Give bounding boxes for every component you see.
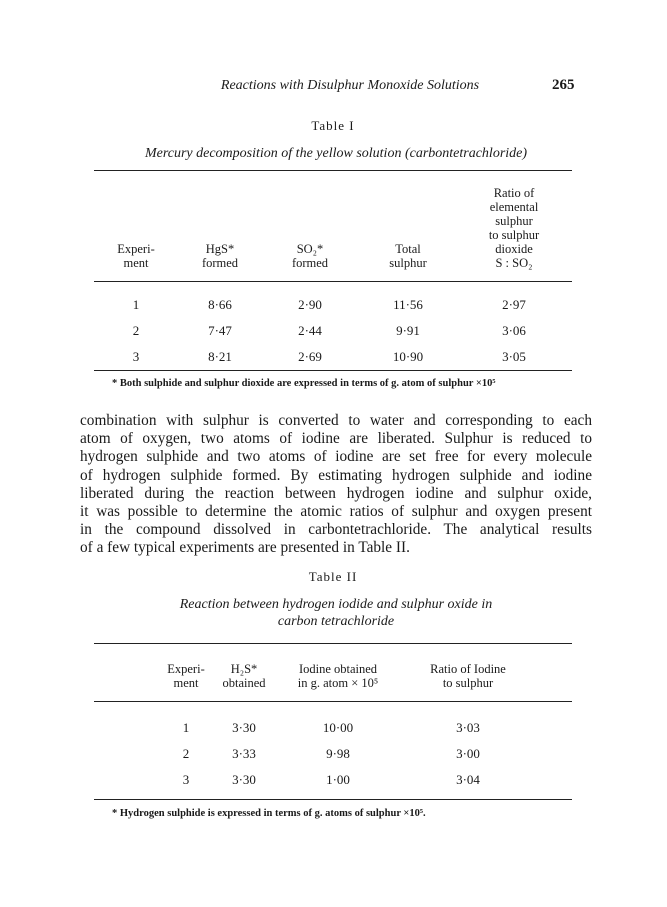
table1-col-header-line: S : SO₂	[495, 256, 533, 270]
table1-bottom-rule	[94, 370, 572, 371]
table2-caption-line2: carbon tetrachloride	[277, 614, 395, 629]
table1-col-header-line: to sulphur	[488, 228, 540, 242]
table1-col-header-line: HgS*	[205, 242, 235, 256]
page-number: 265	[552, 77, 575, 93]
table1-cell: 2·90	[298, 297, 322, 312]
table1-col-header-line: elemental	[489, 200, 539, 214]
table2-cell: 10·00	[322, 720, 354, 735]
table2-col-header-line: in g. atom × 10⁵	[297, 676, 379, 690]
table2-top-rule	[94, 643, 572, 644]
table2-cell: 3·33	[232, 746, 256, 761]
table2-col-header-line: Ratio of Iodine	[430, 662, 506, 676]
table2-cell: 1·00	[326, 772, 350, 787]
table2-col-header-line: Iodine obtained	[298, 662, 378, 676]
table1-col-header-line: Total	[395, 242, 421, 256]
running-title: Reactions with Disulphur Monoxide Solutions	[220, 78, 480, 93]
table1-cell: 2·97	[502, 297, 526, 312]
table1-col-header-5	[464, 186, 564, 270]
body-paragraph	[80, 412, 592, 558]
table1-col-header-3	[260, 242, 360, 270]
table2-cell: 3·00	[456, 746, 480, 761]
table2-label: Table II	[308, 569, 358, 584]
table1-col-header-line: sulphur	[495, 214, 533, 228]
table1-cell: 3	[132, 349, 140, 364]
table2-col-header-line: to sulphur	[442, 676, 494, 690]
body-line: in the compound dissolved in carbontetrachloride. The analytical results	[80, 521, 592, 539]
table1-footnote: * Both sulphide and sulphur dioxide are expressed in terms of g. atom of sulphur ×10⁵	[112, 378, 496, 389]
table1-cell: 8·21	[208, 349, 232, 364]
table1-cell: 3·06	[502, 323, 526, 338]
table1-caption: Mercury decomposition of the yellow solution (carbontetrachloride)	[144, 146, 528, 161]
table2-cell: 3·30	[232, 772, 256, 787]
table1-col-header-line: Experi-	[117, 242, 155, 256]
body-line: liberated during the reaction between hydrogen iodine and sulphur oxide,	[80, 484, 592, 502]
table1-col-header-line: formed	[201, 256, 239, 270]
table2-cell: 1	[182, 720, 190, 735]
table2-cell: 3·03	[456, 720, 480, 735]
table1-label: Table I	[311, 118, 355, 133]
body-line: combination with sulphur is converted to water and corresponding to each	[80, 412, 592, 429]
table2-cell: 3	[182, 772, 190, 787]
table2-col-header-line: H₂S*	[230, 662, 258, 676]
table2-header-rule	[94, 701, 572, 702]
table1-col-header-2	[170, 242, 270, 270]
table1-cell: 8·66	[208, 297, 232, 312]
table1-cell: 7·47	[208, 323, 232, 338]
table2-bottom-rule	[94, 799, 572, 800]
table2-cell: 9·98	[326, 746, 350, 761]
table1-cell: 10·90	[392, 349, 424, 364]
table2-cell: 3·04	[456, 772, 480, 787]
table2-col-header-3	[278, 662, 398, 690]
table1-cell: 1	[132, 297, 140, 312]
table1-col-header-4	[358, 242, 458, 270]
table2-col-header-line: ment	[173, 676, 199, 690]
table1-top-rule	[94, 170, 572, 171]
table2-col-header-line: Experi-	[167, 662, 205, 676]
table1-col-header-line: formed	[291, 256, 329, 270]
table1-header-rule	[94, 281, 572, 282]
table1-cell: 3·05	[502, 349, 526, 364]
body-line: hydrogen sulphide and two atoms of iodine are set free for every molecule	[80, 448, 592, 466]
table2-cell: 2	[182, 746, 190, 761]
table1-col-header-line: sulphur	[389, 256, 427, 270]
table2-cell: 3·30	[232, 720, 256, 735]
body-line: of hydrogen sulphide formed. By estimating hydrogen sulphide and iodine	[80, 466, 592, 484]
table2-col-header-4	[408, 662, 528, 690]
body-line: of a few typical experiments are presented in Table II.	[80, 539, 410, 557]
table1-cell: 2	[132, 323, 140, 338]
table1-cell: 11·56	[393, 297, 423, 312]
body-line: atom of oxygen, two atoms of iodine are liberated. Sulphur is reduced to	[80, 430, 592, 448]
table2-footnote: * Hydrogen sulphide is expressed in terms of g. atoms of sulphur ×10⁵.	[112, 808, 426, 819]
table2-col-header-line: obtained	[222, 676, 266, 690]
table1-cell: 2·44	[298, 323, 322, 338]
table1-col-header-line: Ratio of	[493, 186, 535, 200]
body-line: it was possible to determine the atomic ratios of sulphur and oxygen present	[80, 502, 592, 520]
table1-cell: 9·91	[396, 323, 420, 338]
table1-col-header-line: SO₂*	[296, 242, 324, 256]
table1-col-header-line: dioxide	[495, 242, 533, 256]
table1-cell: 2·69	[298, 349, 322, 364]
table2-caption-line1: Reaction between hydrogen iodide and sulphur oxide in	[179, 597, 493, 612]
table1-col-header-line: ment	[123, 256, 149, 270]
